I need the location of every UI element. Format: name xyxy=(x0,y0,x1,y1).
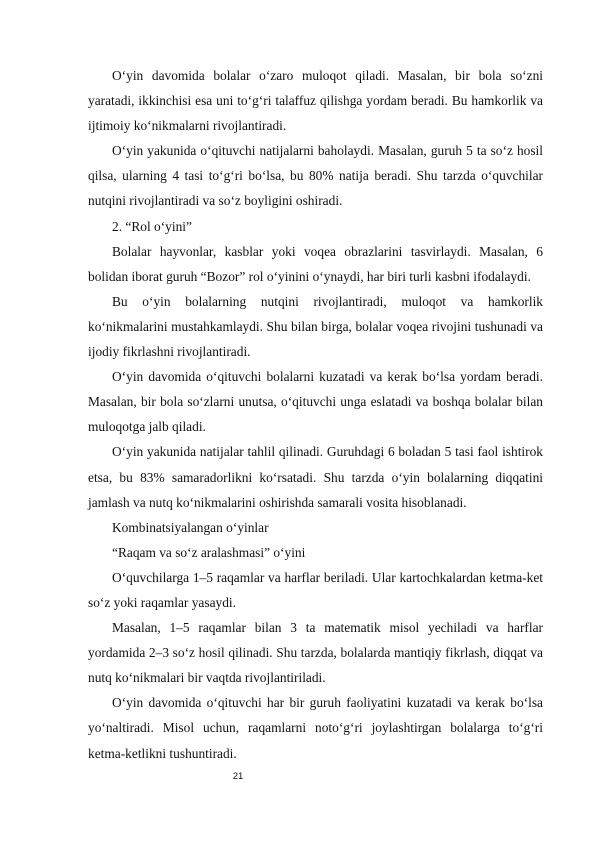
document-body xyxy=(88,63,543,766)
subsection-heading: “Raqam va so‘z aralashmasi” o‘yini xyxy=(112,544,306,560)
paragraph: Masalan, 1–5 raqamlar bilan 3 ta matematik misol yechiladi va harflar yordamida 2–3 so‘z hosil qilinadi. Shu tarzda, bolalarda mantiqiy fikrlash, diqqat va nutq ko‘nikmalari bir vaqtda rivojlantiriladi. xyxy=(88,620,543,686)
paragraph: O‘yin davomida o‘qituvchi har bir guruh faoliyatini kuzatadi va kerak bo‘lsa yo‘naltiradi. Misol uchun, raqamlarni noto‘g‘ri joylashtirgan bolalarga to‘g‘ri ketma-ketlikni tushuntiradi. xyxy=(88,695,543,761)
paragraph: Bu o‘yin bolalarning nutqini rivojlantiradi, muloqot va hamkorlik ko‘nikmalarini mustahkamlaydi. Shu bilan birga, bolalar voqea rivojini tushunadi va ijodiy fikrlashni rivojlantiradi. xyxy=(88,293,543,360)
paragraph: O‘yin yakunida natijalar tahlil qilinadi. Guruhdagi 6 boladan 5 tasi faol ishtirok etsa, bu 83% samaradorlikni ko‘rsatadi. Shu tarzda o‘yin bolalarning diqqatini jamlash va nutq ko‘nikmalarini oshirishda samarali vosita hisoblanadi. xyxy=(88,444,543,510)
section-heading: 2. “Rol o‘yini” xyxy=(112,218,192,234)
paragraph: O‘yin davomida bolalar o‘zaro muloqot qiladi. Masalan, bir bola so‘zni yaratadi, ikkinchisi esa uni to‘g‘ri talaffuz qilishga yordam beradi. Bu hamkorlik va ijtimoiy ko‘nikmalarni rivojlantiradi. xyxy=(88,68,543,134)
page-number: 21 xyxy=(232,771,244,782)
paragraph: O‘yin yakunida o‘qituvchi natijalarni baholaydi. Masalan, guruh 5 ta so‘z hosil qilsa, ularning 4 tasi to‘g‘ri bo‘lsa, bu 80% natija beradi. Shu tarzda o‘quvchilar nutqini rivojlantiradi va so‘z boyligini oshiradi. xyxy=(88,143,543,209)
paragraph: O‘quvchilarga 1–5 raqamlar va harflar beriladi. Ular kartochkalardan ketma-ket so‘z yoki raqamlar yasaydi. xyxy=(88,569,543,610)
paragraph: O‘yin davomida o‘qituvchi bolalarni kuzatadi va kerak bo‘lsa yordam beradi. Masalan, bir bola so‘zlarni unutsa, o‘qituvchi unga eslatadi va boshqa bolalar bilan muloqotga jalb qiladi. xyxy=(88,369,543,435)
section-heading: Kombinatsiyalangan o‘yinlar xyxy=(112,519,269,535)
paragraph: Bolalar hayvonlar, kasblar yoki voqea obrazlarini tasvirlaydi. Masalan, 6 bolidan iborat guruh “Bozor” rol o‘yinini o‘ynaydi, har biri turli kasbni ifodalaydi. xyxy=(88,243,543,284)
